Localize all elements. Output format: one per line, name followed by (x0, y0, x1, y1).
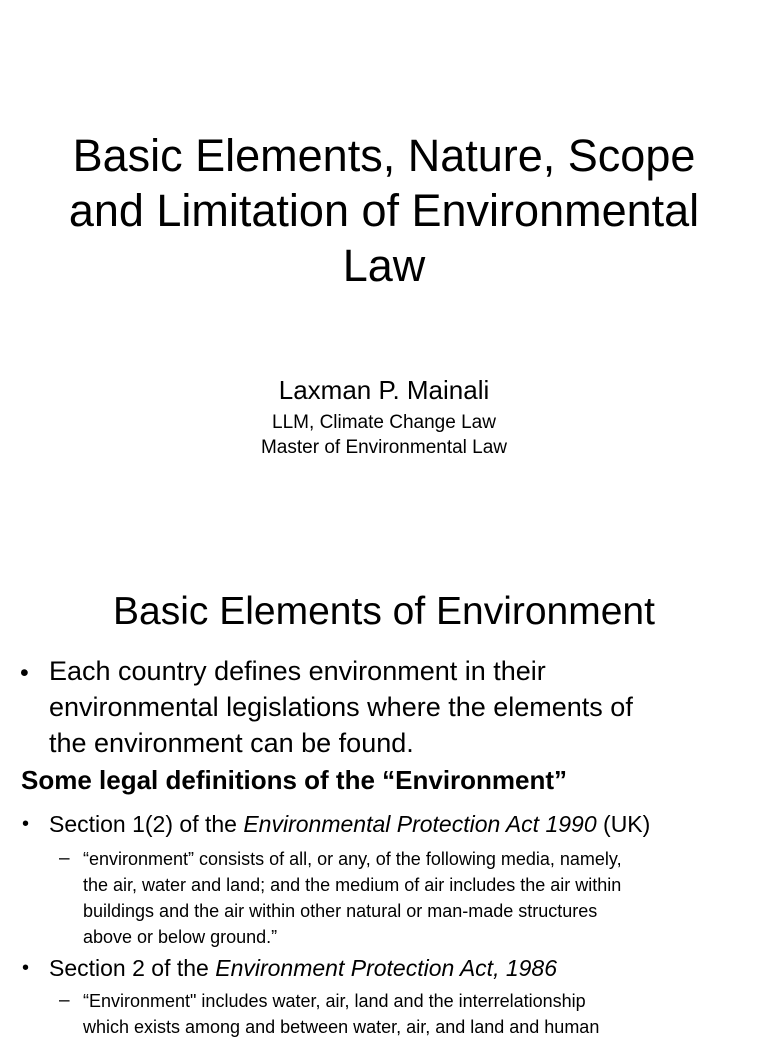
content-slide (0, 560, 768, 1037)
sub-bullet-text-line: above or below ground.” (83, 927, 278, 947)
bullet-text (49, 953, 557, 983)
dash-icon: – (59, 848, 70, 869)
author-name: Laxman P. Mainali (278, 375, 490, 405)
act-citation-suffix: (UK) (596, 811, 651, 837)
bullet-text (49, 653, 633, 761)
author-degree: Master of Environmental Law (260, 437, 508, 458)
sub-bullet-text-line: which exists among and between water, air, and land and human (83, 1017, 600, 1037)
act-citation-prefix: Section 2 of the (49, 955, 216, 981)
act-name: Environmental Protection Act 1990 (243, 811, 597, 837)
title-line: Basic Elements, Nature, Scope (72, 130, 696, 181)
bullet-text-line: Each country defines environment in their (49, 656, 546, 686)
sub-bullet-text-line: “Environment" includes water, air, land and the interrelationship (83, 991, 586, 1011)
slide-title (0, 128, 768, 293)
bullet-icon: • (22, 813, 30, 835)
sub-bullet-text-line: “environment” consists of all, or any, of the following media, namely, (83, 849, 622, 869)
section-subheading: Some legal definitions of the “Environment” (21, 765, 568, 795)
author-degree: LLM, Climate Change Law (272, 412, 496, 433)
title-line: and Limitation of Environmental (68, 185, 700, 236)
sub-bullet-text-line: buildings and the air within other natural or man-made structures (83, 901, 598, 921)
sub-bullet-text (83, 846, 743, 950)
bullet-text-line: the environment can be found. (49, 728, 414, 758)
bullet-icon: • (22, 957, 30, 979)
slide-title: Basic Elements of Environment (113, 590, 655, 633)
sub-bullet-text (83, 988, 743, 1040)
act-name: Environment Protection Act, 1986 (215, 955, 558, 981)
title-line: Law (342, 240, 426, 291)
bullet-text-line: environmental legislations where the elements of (49, 692, 633, 722)
act-citation-prefix: Section 1(2) of the (49, 811, 244, 837)
bullet-text (49, 809, 650, 839)
bullet-icon: • (20, 659, 29, 687)
sub-bullet-text-line: the air, water and land; and the medium of air includes the air within (83, 875, 622, 895)
dash-icon: – (59, 990, 70, 1011)
